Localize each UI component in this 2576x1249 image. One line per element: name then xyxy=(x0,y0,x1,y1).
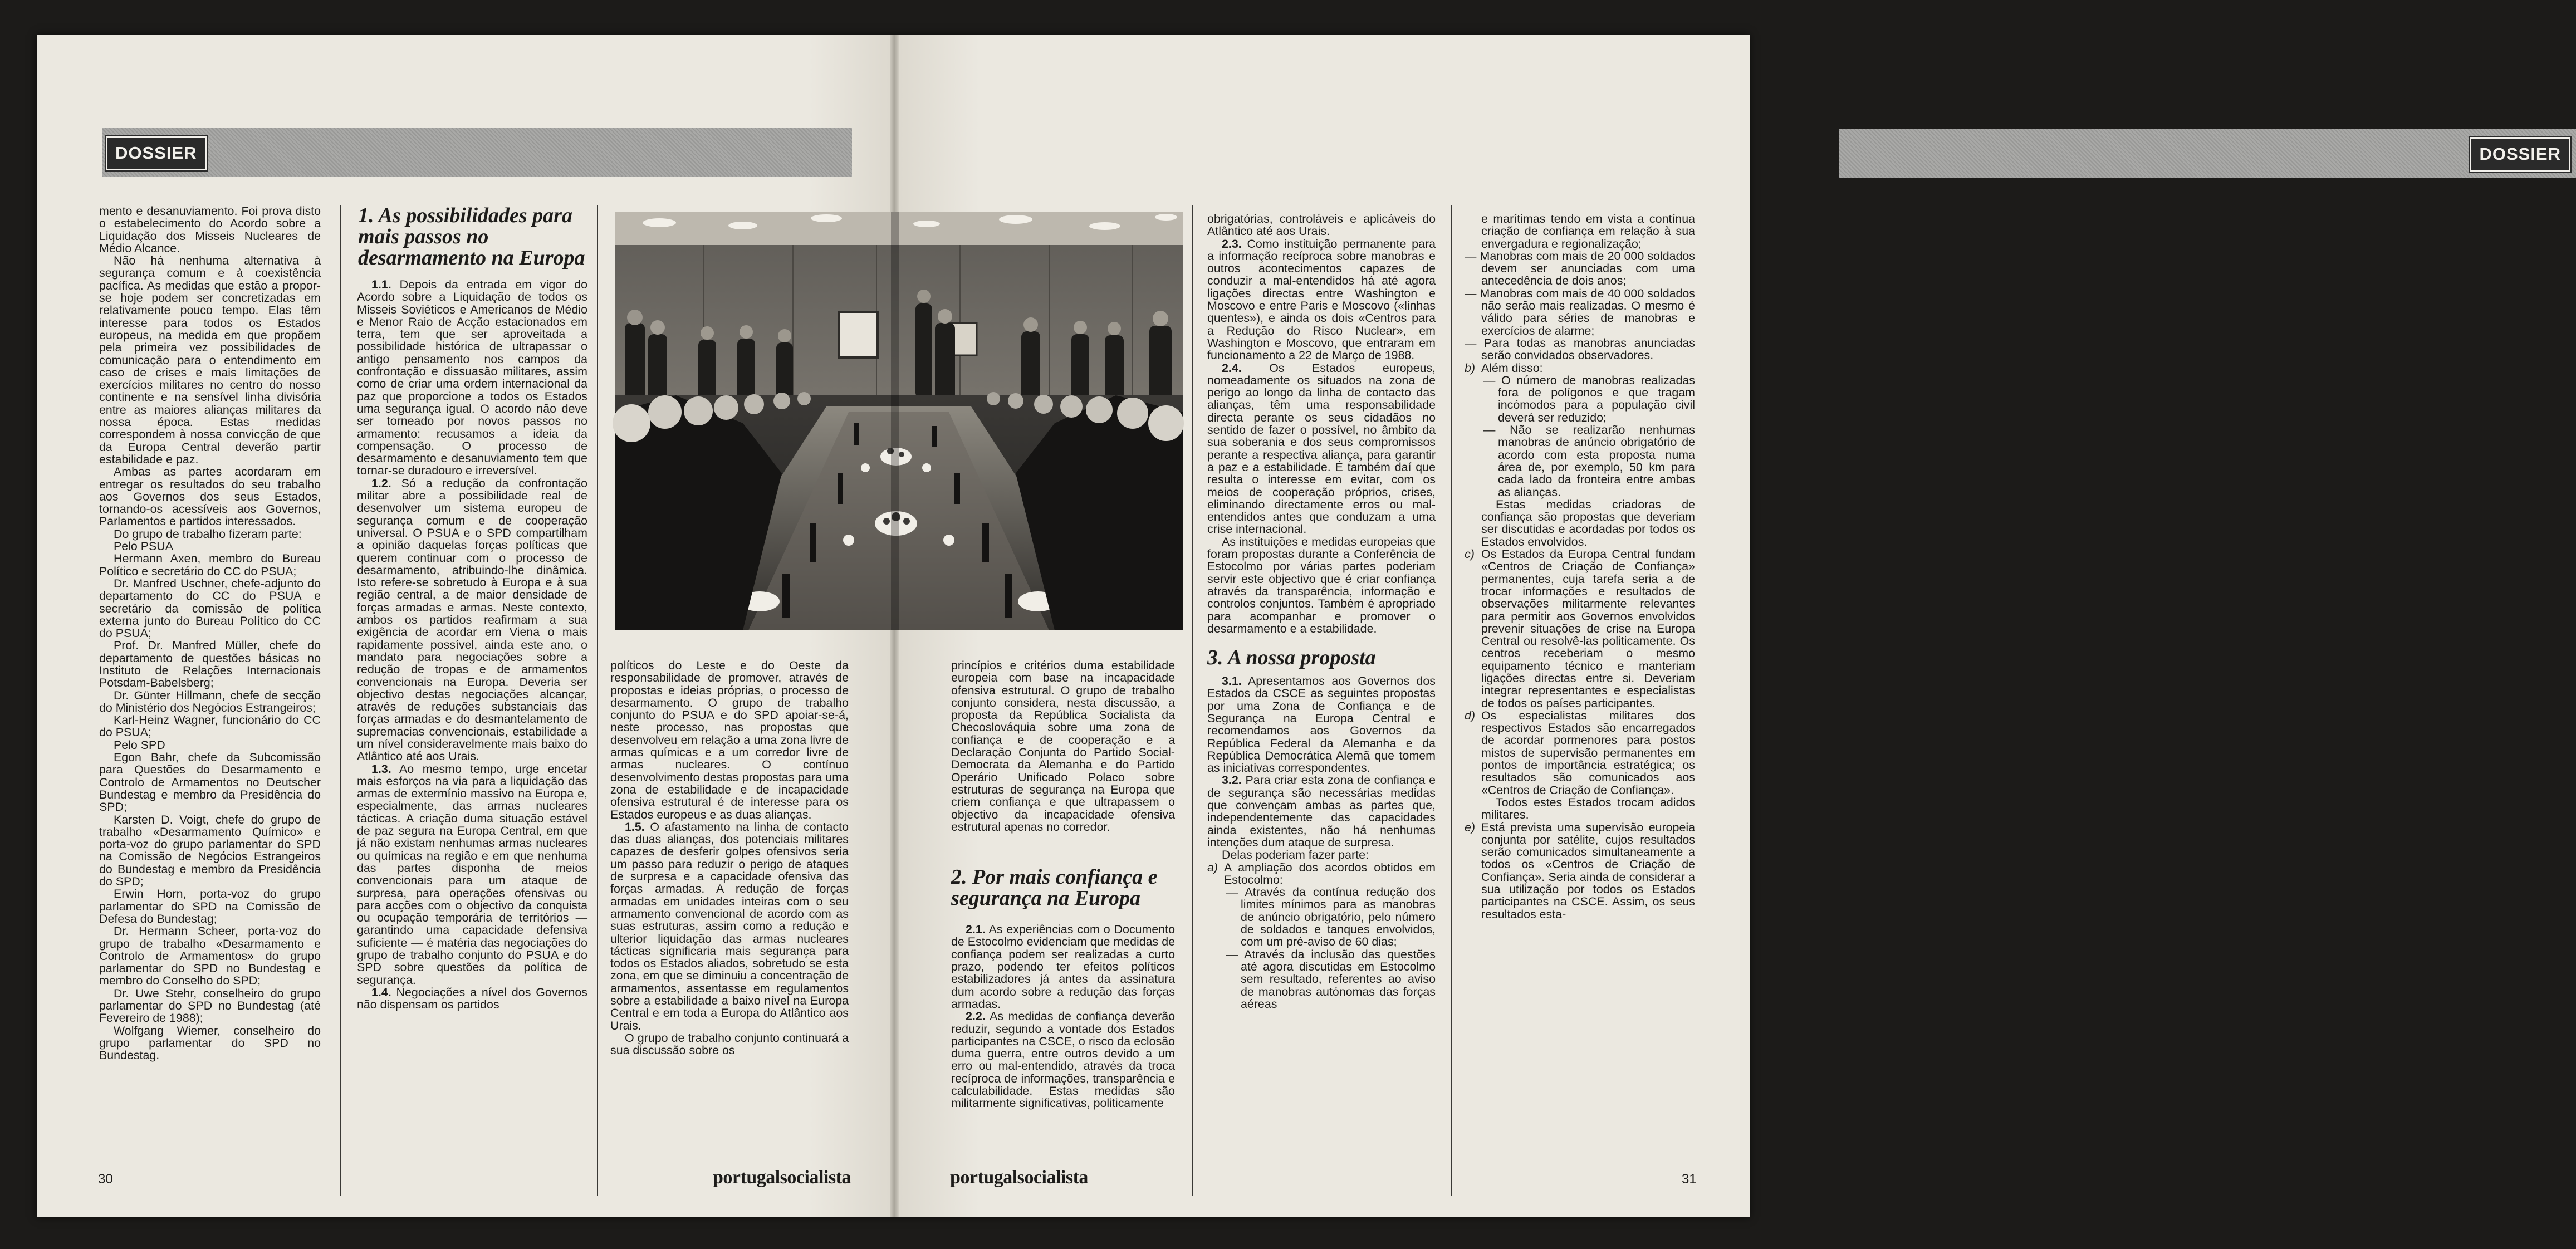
numbered-paragraph xyxy=(610,821,849,1032)
body-paragraph: Pelo PSUA xyxy=(114,540,174,554)
list-item-c xyxy=(1465,548,1695,709)
paragraph-number: 3.2. xyxy=(1222,773,1242,787)
masthead-left: portugalsocialista xyxy=(713,1167,851,1188)
dash-text: Não se realizarão nenhumas manobras de anúncio obrigatório de acordo com esta proposta numa área de, por exemplo, 50 km para cada lado da fronteira entre ambas as alianças. xyxy=(1498,423,1696,499)
list-marker: d) xyxy=(1465,708,1476,722)
numbered-paragraph xyxy=(1207,238,1436,362)
body-paragraph: Erwin Horn, porta-voz do grupo parlamentar do SPD na Comissão de Defesa do Bundestag; xyxy=(99,887,321,925)
dash-text: Para todas as manobras anunciadas serão convidados observadores. xyxy=(1481,336,1695,363)
body-paragraph: Hermann Axen, membro do Bureau Político e secretário do CC do PSUA; xyxy=(99,552,321,578)
paragraph-text: Só a redução da confrontação militar abre a possibilidade real de desenvolver um sistema europeu de segurança comum e de cooperação universal. O PSUA e o SPD compartilham a opinião daquelas forças políticas que querem continuar com o processo de desarmamento, atribuindo-lhe dinâmica. Isto refere-se sobretudo à Europa e à sua região central, a de maior densidade de forças armadas e armas. Neste contexto, ambos os partidos reafirmam a sua exigência de acordar em Viena o mais rapidamente possível, ainda este ano, o mandato para negociações sobre a redução de tropas e de armamentos convencionais na Europa. Deveria ser objectivo destas negociações alcançar, através de reduções substanciais das forças armadas e do desmantelamento de supremacias convencionais, estabilidade a um nível consideravelmente mais baixo do Atlântico até aos Urais. xyxy=(357,476,587,763)
paragraph-text: Para criar esta zona de confiança e de segurança são necessárias medidas que convençam ambas as partes que, independentemente das capacidades ainda existentes, não há nenhumas intenções dum ataque de surpresa. xyxy=(1207,773,1436,849)
paragraph-text: As medidas de confiança deverão reduzir, segundo a vontade dos Estados participantes na CSCE, o risco da eclosão duma guerra, entre outros devido a um erro ou mal-entendido, através da troca recíproca de informações, transparência e calculabilidade. Estas medidas são militarmente significativas, politicamente xyxy=(951,1010,1175,1110)
section-heading: 2. Por mais confiança e segurança na Europa xyxy=(951,865,1158,910)
dash-item: — Para todas as manobras anunciadas serão convidados observadores. xyxy=(1465,336,1695,363)
magazine-spread xyxy=(37,35,2561,1217)
numbered-paragraph xyxy=(357,477,587,763)
column-3 xyxy=(610,659,849,1057)
section-heading: 1. As possibilidades para mais passos no desarmamento na Europa xyxy=(358,204,585,270)
body-paragraph: mento e desanuviamento. Foi prova disto o estabelecimento do Acordo sobre a Liquidação dos Misseis Nucleares de Médio Alcance. xyxy=(99,204,321,255)
list-marker: a) xyxy=(1207,860,1218,874)
list-b-note: Estas medidas criadoras de confiança são propostas que deveriam ser discutidas e acordadas por todos os Estados envolvidos. xyxy=(1481,497,1695,548)
paragraph-number: 1.1. xyxy=(371,278,391,291)
dash-item: — Manobras com mais de 20 000 soldados devem ser anunciadas com uma antecedência de dois anos; xyxy=(1465,249,1695,288)
continued-text: e marítimas tendo em vista a contínua criação de confiança em relação à sua envergadura e regionalização; xyxy=(1481,212,1695,251)
numbered-paragraph xyxy=(1207,536,1436,635)
paragraph-text: Delas poderiam fazer parte: xyxy=(1222,848,1369,862)
list-text: Os especialistas militares dos respectivos Estados são encarregados de acordar pormenores para postos mistos de supervisão permanentes em pontos de importância estratégica; os resultados são comunicados aos «Centros de Criação de Confiança». xyxy=(1481,708,1695,797)
dash-text: Manobras com mais de 20 000 soldados devem ser anunciadas com uma antecedência de dois anos; xyxy=(1480,249,1695,288)
dash-item: — O número de manobras realizadas fora de polígonos e que tragam incómodos para a população civil deverá ser reduzido; xyxy=(1483,373,1695,424)
paragraph-text: O afastamento na linha de contacto das duas alianças, dos potenciais militares capazes de desferir golpes ofensivos seria um passo para reduzir o perigo de ataques de surpresa e a capacidade ofensiva das forças armadas. A redução de forças armadas em unidades inteiras com o seu armamento convencional de acordo com as suas estruturas, assim como a redução e ulterior liquidação das armas nucleares tácticas significaria mais segurança para todos os Estados aliados, sobretudo se esta zona, em que se diminuiu a concentração de armamentos, assentasse em regulamentos sobre a estabilidade a baixo nível na Europa Central e em toda a Europa do Atlântico aos Urais. xyxy=(610,820,849,1032)
body-paragraph: Karsten D. Voigt, chefe do grupo de trabalho «Desarmamento Químico» e porta-voz do grupo parlamentar do SPD na Comissão de Negócios Estrangeiros do Bundestag e membro da Presidência do SPD; xyxy=(99,812,321,889)
paragraph-text: Ao mesmo tempo, urge encetar mais esforços na via para a liquidação das armas de extermínio massivo na Europa e, especialmente, das armas nucleares tácticas. A criação duma situação estável de paz segura na Europa Central, em que já não existam nenhumas armas nucleares ou químicas na região e em que nenhuma das partes disponha de meios convencionais para um ataque de surpresa, para operações ofensivas ou para acções com o objectivo da conquista ou ocupação temporária de territórios — garantindo uma capacidade defensiva suficiente — é matéria das negociações do grupo de trabalho conjunto do PSUA e do SPD sobre questões da política de segurança. xyxy=(357,762,587,987)
dash-text: Através da contínua redução dos limites mínimos para as manobras de anúncio obrigatório, pelo número de soldados e tanques envolvidos, com um pré-aviso de 60 dias; xyxy=(1241,885,1436,949)
numbered-paragraph xyxy=(357,278,587,477)
list-text: Os Estados da Europa Central fundam «Centros de Criação de Confiança» permanentes, cuja tarefa seria a de trocar informações e resultados de observações militarmente relevantes para permitir aos Governos envolvidos prevenir situações de crise na Europa Central ou resolvê-las politicamente. Os centros receberiam o mesmo equipamento técnico e manteriam ligações directas entre si. Deveriam integrar representantes e especialistas de todos os países participantes. xyxy=(1481,547,1695,710)
body-paragraph: Dr. Manfred Uschner, chefe-adjunto do departamento do CC do PSUA e secretário da comissão de política externa junto do Bureau Político do CC do PSUA; xyxy=(99,576,321,640)
numbered-paragraph xyxy=(357,763,587,986)
paragraph-text: As instituições e medidas europeias que foram propostas durante a Conferência de Estocolmo por várias partes poderiam servir este objectivo que é criar confiança através da transparência, informação e controlos conjuntos. Também é apropriado para acompanhar e promover o desarmamento e a estabilidade. xyxy=(1207,535,1436,635)
dash-item: — Através da inclusão das questões até agora discutidas em Estocolmo sem resultado, referentes ao aviso de manobras autónomas das forças aéreas xyxy=(1226,947,1436,1011)
body-paragraph: Karl-Heinz Wagner, funcionário do CC do PSUA; xyxy=(99,713,321,739)
column-4 xyxy=(951,659,1175,1110)
paragraph-number: 2.3. xyxy=(1222,237,1242,251)
column-1 xyxy=(99,205,321,1061)
numbered-paragraph xyxy=(951,659,1175,833)
column-2 xyxy=(357,205,587,1011)
body-paragraph: Do grupo de trabalho fizeram parte: xyxy=(114,527,302,541)
body-paragraph: Dr. Hermann Scheer, porta-voz do grupo de trabalho «Desarmamento e Controlo de Armamentos» do grupo parlamentar do SPD no Bundestag e membro do Conselho do SPD; xyxy=(99,924,321,988)
numbered-paragraph xyxy=(357,986,587,1011)
paragraph-text: Como instituição permanente para a informação recíproca sobre manobras e outros acontecimentos capazes de conduzir a mal-entendidos há até agora ligações directas entre Washington e Moscovo e entre Paris e Moscovo («linhas quentes»), e ainda os dois «Centros para a Redução do Risco Nuclear», em Washington e Moscovo, que entraram em funcionamento a 22 de Março de 1988. xyxy=(1207,237,1436,363)
list-text: A ampliação dos acordos obtidos em Estocolmo: xyxy=(1224,860,1436,886)
section-heading: 3. A nossa proposta xyxy=(1207,646,1376,670)
dash-item: — Através da contínua redução dos limites mínimos para as manobras de anúncio obrigatório, pelo número de soldados e tanques envolvidos, com um pré-aviso de 60 dias; xyxy=(1226,885,1436,949)
paragraph-number: 3.1. xyxy=(1222,674,1242,688)
paragraph-number: 1.3. xyxy=(371,762,391,776)
paragraph-number: 2.2. xyxy=(966,1010,986,1023)
list-marker: c) xyxy=(1465,547,1475,561)
dossier-label-right: DOSSIER xyxy=(2470,137,2570,172)
masthead-right: portugalsocialista xyxy=(950,1167,1088,1188)
list-item-a xyxy=(1207,861,1436,886)
dash-item: — Manobras com mais de 40 000 soldados não serão mais realizadas. O mesmo é válido para séries de manobras e exercícios de alarme; xyxy=(1465,286,1695,337)
header-band-left xyxy=(102,128,852,177)
paragraph-number: 2.4. xyxy=(1222,361,1242,375)
list-d-note: Todos estes Estados trocam adidos militares. xyxy=(1481,795,1695,822)
paragraph-text: políticos do Leste e do Oeste da responsabilidade de promover, através de propostas e ideias próprias, o processo de desarmamento. O grupo de trabalho conjunto do PSUA e do SPD apoiar-se-á, neste processo, nas propostas que desenvolveu em relação a uma zona livre de armas químicas e a um corredor livre de armas nucleares. O contínuo desenvolvimento destas propostas para uma zona de estabilidade e de incapacidade ofensiva estrutural é de interesse para os Estados europeus e as duas alianças. xyxy=(610,659,849,821)
paragraph-text: princípios e critérios duma estabilidade europeia com base na incapacidade ofensiva estrutural. O grupo de trabalho conjunto considera, nesta discussão, a proposta da República Socialista da Checoslováquia sobre uma zona de confiança e de cooperação e a Declaração Conjunta do Partido Social-Democrata da Alemanha e do Partido Operário Unificado Polaco sobre estruturas de segurança na Europa que criem confiança e que ultrapassem o objectivo da incapacidade ofensiva estrutural apenas no corredor. xyxy=(951,659,1175,834)
list-item-d xyxy=(1465,709,1695,796)
body-paragraph: Prof. Dr. Manfred Müller, chefe do departamento de questões básicas no Instituto de Relações Internacionais Potsdam-Babelsberg; xyxy=(99,639,321,690)
dossier-label-left: DOSSIER xyxy=(106,136,207,170)
numbered-paragraph xyxy=(610,659,849,821)
dash-text: Através da inclusão das questões até agora discutidas em Estocolmo sem resultado, referentes ao aviso de manobras autónomas das forças aéreas xyxy=(1241,947,1436,1011)
numbered-paragraph xyxy=(1207,774,1436,849)
photo-illustration xyxy=(615,212,1183,630)
body-paragraph: Wolfgang Wiemer, conselheiro do grupo parlamentar do SPD no Bundestag. xyxy=(99,1023,321,1062)
numbered-paragraph xyxy=(951,1010,1175,1109)
column-rule-4 xyxy=(1451,205,1452,1196)
body-paragraph: Ambas as partes acordaram em entregar os resultados do seu trabalho aos Governos dos seus Estados, tornando-os acessíveis aos Governos, Parlamentos e partidos interessados. xyxy=(99,465,321,528)
paragraph-text: Apresentamos aos Governos dos Estados da CSCE as seguintes propostas por uma Zona de Confiança e de Segurança na Europa Central e recomendamos aos Governos da República Federal da Alemanha e da República Democrática Alemã que tomem as iniciativas correspondentes. xyxy=(1207,674,1436,775)
body-paragraph: Dr. Günter Hillmann, chefe de secção do Ministério dos Negócios Estrangeiros; xyxy=(99,688,321,714)
page-number-right: 31 xyxy=(1682,1172,1697,1187)
list-marker: b) xyxy=(1465,361,1476,375)
paragraph-text: obrigatórias, controláveis e aplicáveis do Atlântico até aos Urais. xyxy=(1207,212,1436,238)
column-rule-2 xyxy=(597,205,598,1196)
meeting-photo xyxy=(615,212,1183,630)
numbered-paragraph xyxy=(610,1032,849,1057)
dash-text: O número de manobras realizadas fora de polígonos e que tragam incómodos para a população civil deverá ser reduzido; xyxy=(1498,373,1695,424)
list-item-b xyxy=(1465,362,1695,374)
paragraph-number: 1.5. xyxy=(625,820,645,834)
body-paragraph: Pelo SPD xyxy=(114,738,165,752)
body-paragraph: Não há nenhuma alternativa à segurança comum e à coexistência pacífica. As medidas que estão a propor-se hoje podem ser concretizadas em relativamente pouco tempo. Elas têm interesse para todos os Estados europeus, na medida em que propõem pela primeira vez possibilidades de comunicação para o entendimento em caso de crises e mais limitações de exercícios militares no centro do nosso continente e na sensível linha divisória entre as maiores alianças militares da nossa época. Estas medidas correspondem à nossa convicção de que da Europa Central deverão partir estabilidade e paz. xyxy=(99,254,321,466)
column-5 xyxy=(1207,213,1436,1010)
column-6 xyxy=(1465,213,1695,920)
paragraph-text: Os Estados europeus, nomeadamente os situados na zona de perigo ao longo da linha de contacto das alianças, têm uma responsabilidade directa perante os seus cidadãos no sentido de fazer o possível, no âmbito da sua soberania e dos seus compromissos perante a respectiva aliança, para garantir a paz e a estabilidade. É também daí que resulta o interesse em evitar, com os meios de cooperação próprios, crises, eliminando directamente erros ou mal-entendidos antes que conduzam a uma crise internacional. xyxy=(1207,361,1436,536)
list-marker: e) xyxy=(1465,820,1476,834)
list-text: Além disso: xyxy=(1481,361,1543,375)
numbered-paragraph xyxy=(1207,675,1436,774)
paragraph-text: As experiências com o Documento de Estocolmo evidenciam que medidas de confiança podem ser realizadas a curto prazo, podendo ter efeitos políticos estabilizadores já antes da assinatura dum acordo sobre a redução das forças armadas. xyxy=(951,923,1175,1011)
dash-item: — Não se realizarão nenhumas manobras de anúncio obrigatório de acordo com esta proposta numa área de, por exemplo, 50 km para cada lado da fronteira entre ambas as alianças. xyxy=(1483,423,1696,499)
paragraph-text: O grupo de trabalho conjunto continuará a sua discussão sobre os xyxy=(610,1031,849,1057)
numbered-paragraph xyxy=(1207,362,1436,536)
paragraph-text: Depois da entrada em vigor do Acordo sobre a Liquidação de todos os Misseis Soviéticos e Americanos de Médio e Menor Raio de Acção estacionados em terra, tem que ser aproveitada a possibilidade histórica de ultrapassar o antigo pensamento nos campos da confrontação e dissuasão militares, assim como de criar uma ordem internacional da paz que proporcione a todos os Estados uma segurança igual. O acordo não deve ser torneado por novos passos no armamento: recusamos a ideia da compensação. O processo de desarmamento e desanuviamento tem que tornar-se duradouro e irreversível. xyxy=(357,278,587,478)
paragraph-number: 1.4. xyxy=(371,985,391,999)
body-paragraph: Egon Bahr, chefe da Subcomissão para Questões do Desarmamento e Controlo de Armamentos no Deutscher Bundestag e membro da Presidência do SPD; xyxy=(99,751,321,814)
numbered-paragraph xyxy=(1207,213,1436,238)
dash-text: Manobras com mais de 40 000 soldados não serão mais realizadas. O mesmo é válido para séries de manobras e exercícios de alarme; xyxy=(1480,286,1695,337)
paragraph-text: Negociações a nível dos Governos não dispensam os partidos xyxy=(357,985,587,1012)
paragraph-number: 1.2. xyxy=(371,476,391,490)
column-rule-1 xyxy=(340,205,341,1196)
list-item-e xyxy=(1465,821,1695,920)
column-rule-3 xyxy=(1192,205,1193,1196)
numbered-paragraph xyxy=(951,923,1175,1010)
body-paragraph: Dr. Uwe Stehr, conselheiro do grupo parlamentar do SPD no Bundestag (até Fevereiro de 1988); xyxy=(99,986,321,1025)
numbered-paragraph xyxy=(1207,849,1436,861)
header-band-right xyxy=(1839,129,2576,178)
list-text: Está prevista uma supervisão europeia conjunta por satélite, cujos resultados serão comunicados simultaneamente a todos os «Centros de Criação de Confiança». Seria ainda de considerar a sua utilização por todos os Estados participantes na CSCE. Assim, os seus resultados esta- xyxy=(1481,820,1695,921)
paragraph-number: 2.1. xyxy=(966,923,986,937)
page-number-left: 30 xyxy=(98,1172,113,1187)
